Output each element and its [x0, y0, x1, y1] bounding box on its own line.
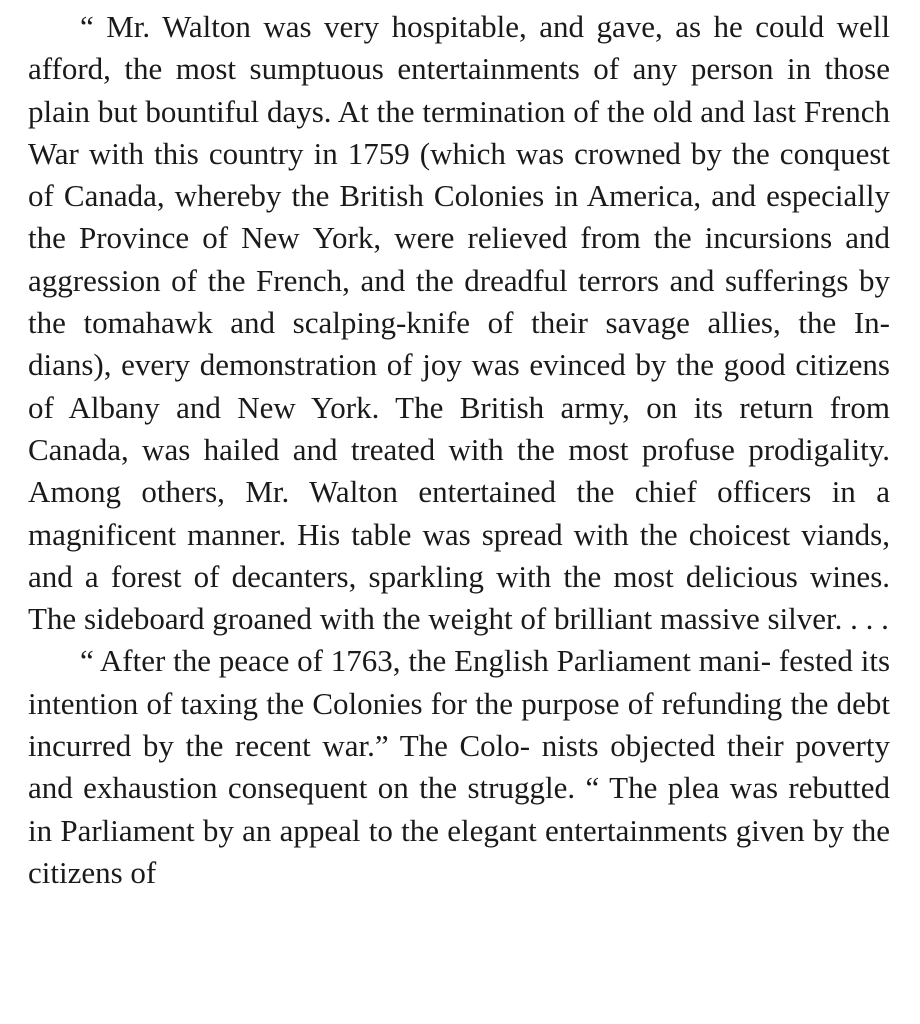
text-line: “ After the peace of 1763, the English Parliament mani-	[80, 643, 772, 679]
text-line: tomahawk and scalping-knife of their savage allies, the In-	[83, 305, 890, 341]
text-line: profuse prodigality. Among others, Mr. Walton entertained	[28, 431, 890, 510]
text-line: its return from Canada, was hailed and treated with the most	[28, 389, 890, 467]
text-line: the chief officers in a magnificent manner. His table was	[28, 474, 890, 552]
paragraph-peace-of-1763	[28, 640, 890, 894]
text-line: nists objected their poverty and exhaustion consequent on	[28, 728, 890, 806]
text-line: refunding the debt incurred by the recent war.” The Colo-	[28, 685, 891, 764]
text-line: well afford, the most sumptuous entertainments of any person	[28, 9, 890, 87]
paragraph-walton-hospitality	[28, 6, 890, 640]
text-line: citizens of Albany and New York. The British army, on	[28, 347, 890, 425]
text-line: “ Mr. Walton was very hospitable, and gave, as he could	[80, 9, 825, 44]
text-line: was crowned by the conquest of Canada, whereby the British	[28, 135, 891, 214]
text-line: fested its intention of taxing the Colonies for the purpose of	[28, 643, 891, 721]
text-line: in those plain but bountiful days. At the termination of the	[28, 51, 890, 129]
text-line: dians), every demonstration of joy was evinced by the good	[28, 347, 786, 383]
text-line: sparkling with the most delicious wines. The sideboard	[28, 558, 891, 637]
text-line: the struggle. “ The plea was rebutted in Parliament by an	[28, 770, 890, 848]
text-line: spread with the choicest viands, and a forest of decanters,	[28, 516, 890, 594]
text-line: old and last French War with this country in 1759 (which	[28, 93, 890, 171]
text-line: groaned with the weight of brilliant massive silver. . . .	[212, 601, 889, 637]
text-line: Colonies in America, and especially the Province of New	[28, 178, 891, 256]
text-line: the French, and the dreadful terrors and sufferings by the	[28, 262, 890, 341]
document-page	[28, 6, 890, 894]
text-line: York, were relieved from the incursions and aggression of	[28, 220, 890, 298]
text-line: appeal to the elegant entertainments given by the citizens of	[28, 812, 890, 890]
